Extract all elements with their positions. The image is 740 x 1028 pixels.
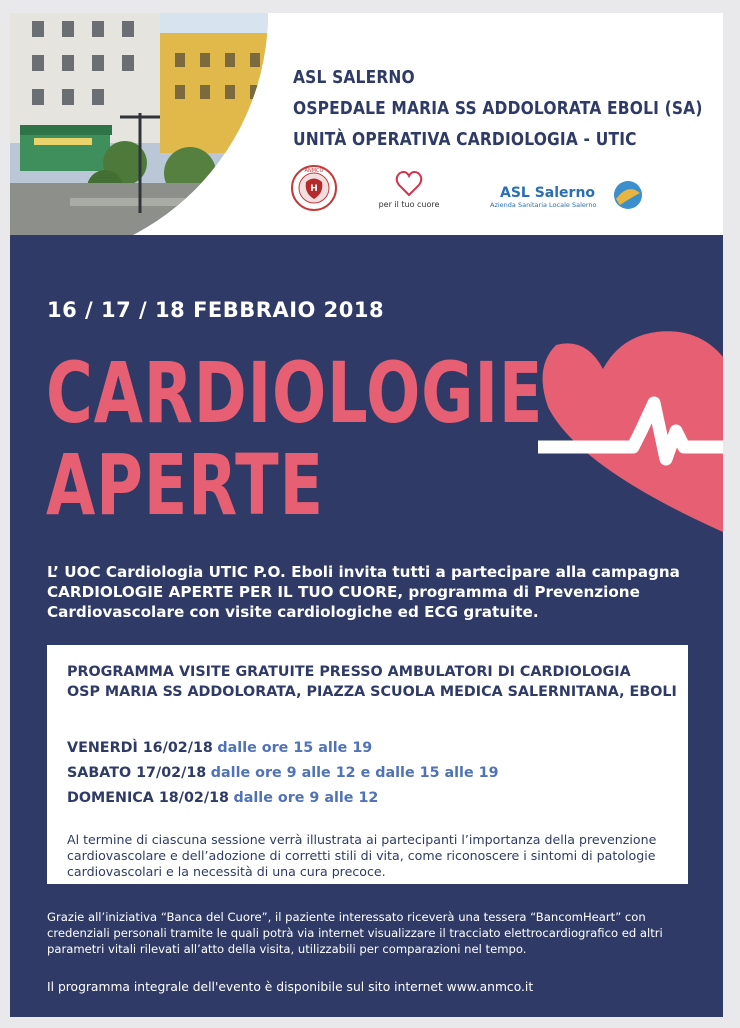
schedule-row — [67, 740, 372, 756]
banca-del-cuore-paragraph — [47, 909, 707, 957]
program-note-line-3: cardiovascolari e la necessità di una cura precoce. — [67, 864, 386, 879]
schedule-day: VENERDÌ 16/02/18 — [67, 740, 213, 756]
schedule-row — [67, 765, 499, 781]
svg-text:H: H — [310, 184, 318, 194]
schedule-time: dalle ore 15 alle 19 — [217, 740, 373, 756]
program-note-line-1: Al termine di ciascuna sessione verrà illustrata ai partecipanti l’importanza della prevenzione — [67, 832, 657, 847]
asl-logo-sub: Azienda Sanitaria Locale Salerno — [490, 201, 597, 209]
intro-line-1: L’ UOC Cardiologia UTIC P.O. Eboli invita tutti a partecipare alla campagna — [47, 563, 680, 581]
asl-logo-name: ASL Salerno — [500, 185, 596, 201]
header-line-3: UNITÀ OPERATIVA CARDIOLOGIA - UTIC — [293, 129, 637, 150]
website-note: Il programma integrale dell'evento è disponibile sul sito internet www.anmco.it — [47, 980, 534, 994]
event-title-line-2: APERTE — [46, 436, 324, 534]
schedule-day: SABATO 17/02/18 — [67, 765, 207, 781]
schedule-time: dalle ore 9 alle 12 e dalle 15 alle 19 — [210, 765, 499, 781]
intro-line-2: CARDIOLOGIE APERTE PER IL TUO CUORE, programma di Prevenzione — [47, 583, 640, 601]
event-title-line-1: CARDIOLOGIE — [46, 344, 544, 442]
event-dates: 16 / 17 / 18 FEBBRAIO 2018 — [47, 298, 385, 322]
program-note-line-2: cardiovascolare e dell’adozione di corretti stili di vita, come riconoscere i sintomi di patologie — [67, 848, 656, 863]
program-title-2: OSP MARIA SS ADDOLORATA, PIAZZA SCUOLA MEDICA SALERNITANA, EBOLI — [67, 684, 677, 700]
asl-salerno-logo — [490, 181, 642, 209]
poster — [10, 13, 723, 1017]
intro-paragraph — [47, 562, 697, 622]
program-heading — [67, 662, 677, 702]
heart-ecg-icon — [538, 327, 723, 532]
banca-line-1: Grazie all’iniziativa “Banca del Cuore”, il paziente interessato riceverà una tessera “BancomHeart” con — [47, 910, 646, 924]
institution-header — [293, 62, 723, 155]
anmco-seal-text: ANMCO — [304, 168, 324, 174]
hospital-photo — [10, 13, 268, 263]
banca-line-2: credenziali personali tramite le quali potrà via internet visualizzare il tracciato elettrocardiografico ed altri — [47, 926, 663, 940]
banca-line-3: parametri vitali rilevati all’atto della visita, utilizzabili per comparazioni nel tempo. — [47, 942, 527, 956]
program-box — [47, 645, 688, 884]
program-title-1: PROGRAMMA VISITE GRATUITE PRESSO AMBULATORI DI CARDIOLOGIA — [67, 664, 631, 680]
intro-line-3: Cardiovascolare con visite cardiologiche ed ECG gratuite. — [47, 603, 539, 621]
schedule-time: dalle ore 9 alle 12 — [233, 790, 379, 806]
heart-outline-icon — [379, 172, 440, 209]
anmco-seal-icon — [292, 166, 336, 210]
header-line-2: OSPEDALE MARIA SS ADDOLORATA EBOLI (SA) — [293, 98, 703, 119]
tuo-cuore-label: per il tuo cuore — [378, 200, 440, 209]
schedule-day: DOMENICA 18/02/18 — [67, 790, 229, 806]
partner-logos — [290, 163, 650, 223]
header-line-1: ASL SALERNO — [293, 67, 415, 88]
schedule-row — [67, 790, 378, 806]
program-note — [67, 832, 667, 880]
